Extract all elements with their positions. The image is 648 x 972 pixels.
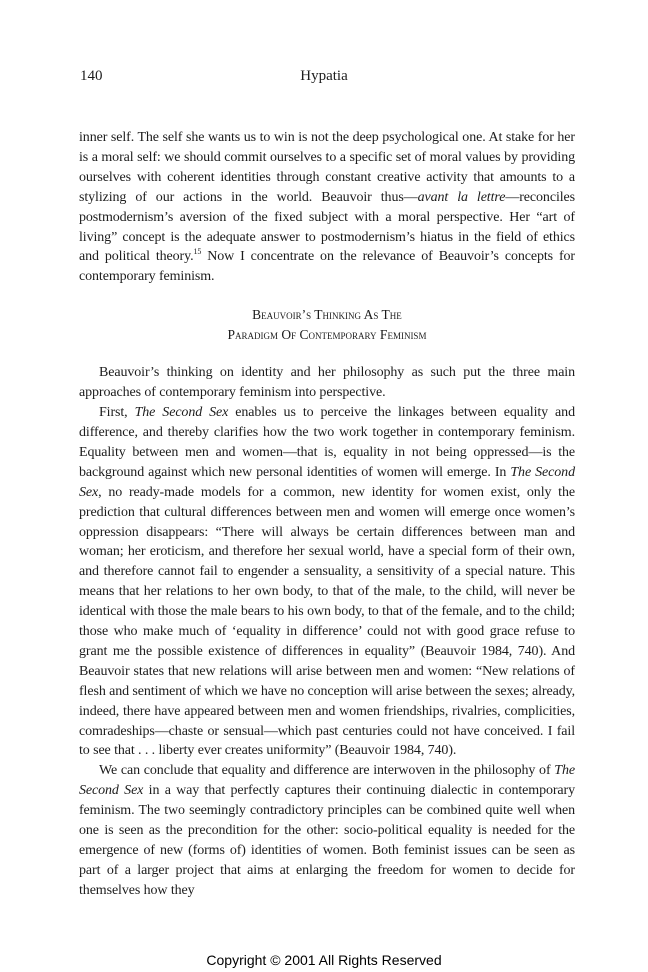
section-heading xyxy=(79,305,575,345)
paragraph-3-text-b: enables us to perceive the linkages between equality and difference, and thereby clarifies how the two work together in contemporary feminism. Equality between men and women—that is, equality in not being oppressed—is the background against which new personal identities of women will emerge. In xyxy=(79,405,575,480)
paragraph-4 xyxy=(79,761,575,900)
footnote-ref-15: 15 xyxy=(193,247,202,257)
page-number: 140 xyxy=(80,68,103,84)
paragraph-4-text-b: in a way that perfectly captures their continuing dialectic in contemporary feminism. The two seemingly contradictory principles can be combined quite well when one is seen as the precondition for the other: socio-political equality is needed for the emergence of new (forms of) identities of women. Both feminist issues can be seen as part of a larger project that aims at enlarging the freedom for women to decide for themselves how they xyxy=(79,783,576,898)
paragraph-4-text-a: We can conclude that equality and difference are interwoven in the philosophy of xyxy=(99,763,555,779)
paragraph-1-text-b: —reconciles postmodernism’s aversion of the fixed subject with a moral perspective. Her “art of living” concept is the adequate answer to postmodernism’s hiatus in the field of ethics and political theory. xyxy=(79,189,575,265)
paragraph-1-text-c: Now I concentrate on the relevance of Beauvoir’s concepts for contemporary feminism. xyxy=(79,249,575,285)
paragraph-1 xyxy=(79,128,575,287)
section-heading-line-1: Beauvoir’s Thinking As The xyxy=(252,307,402,323)
paragraph-3-text-a: First, xyxy=(99,405,135,421)
paragraph-3-italic-1: The Second Sex xyxy=(134,405,229,421)
running-title: Hypatia xyxy=(300,68,348,84)
paragraph-2: Beauvoir’s thinking on identity and her philosophy as such put the three main approaches of contemporary feminism into perspective. xyxy=(79,365,575,401)
body-text xyxy=(79,128,575,901)
paragraph-3 xyxy=(79,403,575,761)
paragraph-1-text-a: inner self. The self she wants us to win is not the deep psychological one. At stake for her is a moral self: we should commit ourselves to a specific set of moral values by providing ourselves with coherent identities through constant creative activity that amounts to a stylizing of our actions in the world. Beauvoir thus— xyxy=(79,130,575,205)
paragraph-3-text-c: , no ready-made models for a common, new identity for women exist, only the prediction that cultural differences between men and women will emerge once women’s oppression disappears: “There will always be certain differences between man and woman; her eroticism, and therefore her sexual world, have a special form of their own, and therefore cannot fail to engender a sensuality, a sensitivity of a special nature. This means that her relations to her own body, to that of the male, to the child, will never be identical with those the male bears to his own body, to that of the female, and to the child; those who make much of ‘equality in difference’ could not with good grace refuse to grant me the possible existence of differences in equality” (Beauvoir 1984, 740). And Beauvoir states that new relations will arise between men and women: “New relations of flesh and sentiment of which we have no conception will arise between the sexes; already, indeed, there have appeared between men and women friendships, rivalries, complicities, comradeships—chaste or sensual—which past centuries could not have conceived. I fail to see that . . . liberty ever creates uniformity” (Beauvoir 1984, 740). xyxy=(79,484,575,759)
paragraph-4-italic: The Second Sex xyxy=(79,763,575,799)
section-heading-line-2: Paradigm Of Contemporary Feminism xyxy=(227,327,427,343)
paragraph-3-italic-2: The Second Sex xyxy=(79,464,575,500)
paragraph-1-italic: avant la lettre xyxy=(417,189,506,205)
copyright-notice: Copyright © 2001 All Rights Reserved xyxy=(206,952,442,968)
